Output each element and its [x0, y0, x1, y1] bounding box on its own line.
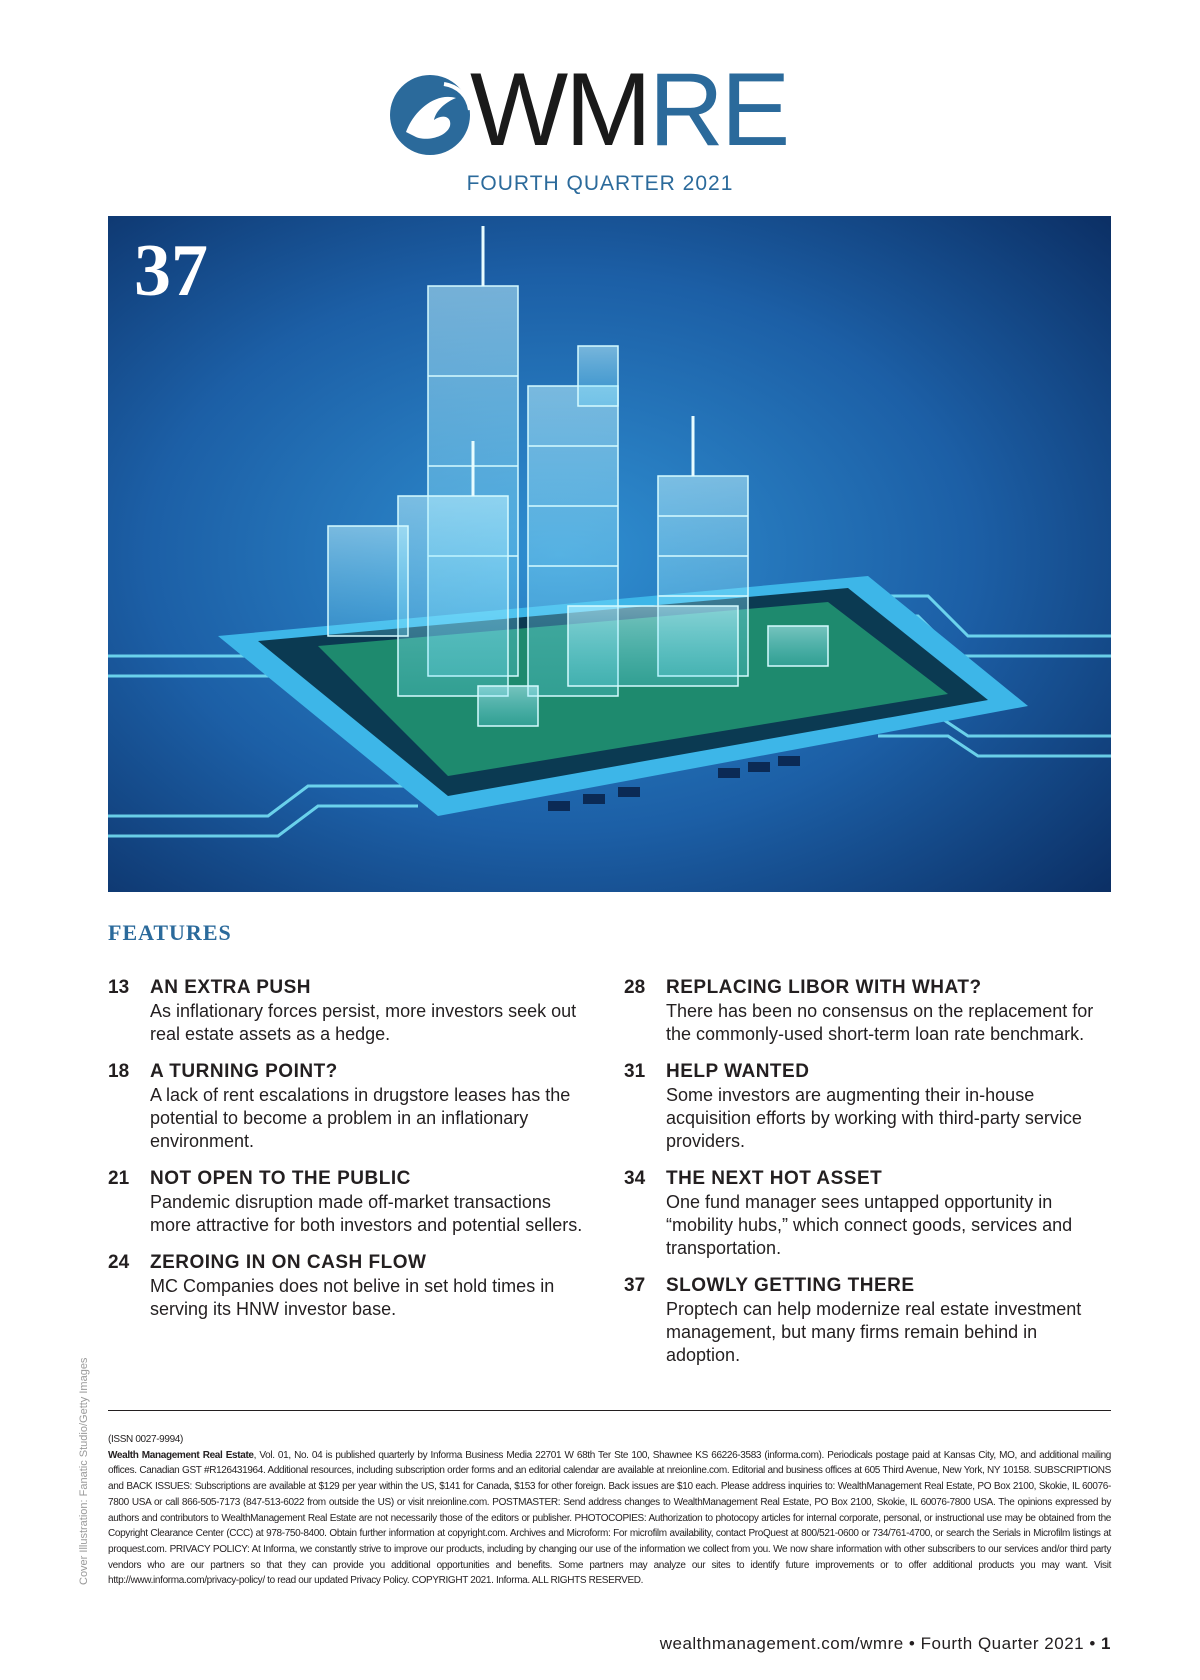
feature-page-number: 28: [624, 977, 646, 998]
feature-title[interactable]: ZEROING IN ON CASH FLOW: [150, 1252, 427, 1273]
feature-description: One fund manager sees untapped opportunity in “mobility hubs,” which connect goods, services and transportation.: [666, 1192, 1073, 1258]
feature-description: A lack of rent escalations in drugstore leases has the potential to become a problem in an inflationary environment.: [150, 1085, 571, 1151]
footer-page-number: 1: [1101, 1634, 1111, 1653]
feature-title[interactable]: SLOWLY GETTING THERE: [666, 1275, 915, 1296]
features-heading: FEATURES: [108, 920, 232, 945]
feature-description: Some investors are augmenting their in-house acquisition efforts by working with third-party service providers.: [666, 1085, 1082, 1151]
feature-page-number: 37: [624, 1275, 646, 1296]
cover-illustration: [108, 216, 1111, 892]
feature-page-number: 18: [108, 1061, 130, 1082]
feature-page-number: 24: [108, 1252, 130, 1273]
feature-item[interactable]: [108, 976, 588, 1046]
feature-description: Pandemic disruption made off-market transactions more attractive for both investors and potential sellers.: [150, 1192, 583, 1235]
features-column-left: [108, 976, 588, 1335]
feature-description: Proptech can help modernize real estate investment management, but many firms remain behind in adoption.: [666, 1299, 1082, 1365]
legal-notice: [108, 1432, 1111, 1589]
footer-text: wealthmanagement.com/wmre • Fourth Quarter 2021 •: [659, 1634, 1102, 1653]
feature-page-number: 13: [108, 977, 130, 998]
cover-credit: Cover Illustration: Fanatic Studio/Getty Images: [78, 1357, 90, 1585]
feature-title[interactable]: THE NEXT HOT ASSET: [666, 1168, 883, 1189]
logo-re: RE: [648, 52, 788, 168]
wmre-logo-mark-icon: [384, 70, 480, 160]
feature-item[interactable]: [624, 1167, 1104, 1260]
publication-name: Wealth Management Real Estate: [108, 1449, 254, 1461]
masthead: [0, 52, 1200, 200]
feature-page-number: 34: [624, 1168, 646, 1189]
feature-item[interactable]: [108, 1251, 588, 1321]
page-footer: [660, 1634, 1111, 1654]
feature-description: There has been no consensus on the replacement for the commonly-used short-term loan rate benchmark.: [666, 1001, 1094, 1044]
cover-illustration-graphic: [108, 216, 1111, 892]
feature-item[interactable]: [624, 1274, 1104, 1367]
issue-date: FOURTH QUARTER 2021: [466, 172, 734, 195]
wmre-logo-text: [470, 52, 788, 168]
feature-title[interactable]: A TURNING POINT?: [150, 1061, 338, 1082]
feature-title[interactable]: NOT OPEN TO THE PUBLIC: [150, 1168, 411, 1189]
feature-item[interactable]: [624, 1060, 1104, 1153]
feature-description: As inflationary forces persist, more investors seek out real estate assets as a hedge.: [150, 1001, 577, 1044]
divider: [108, 1410, 1111, 1411]
feature-description: MC Companies does not belive in set hold times in serving its HNW investor base.: [150, 1276, 555, 1319]
legal-body: , Vol. 01, No. 04 is published quarterly by Informa Business Media 22701 W 68th Ter Ste 100, Shawnee KS 66226-3583 (informa.com). Periodicals postage paid at Kansas City, MO, and additional mailing offices. Canadian GST #R126431964. Additional resources, including subscription order forms and an editorial calendar are available at nreionline.com. Editorial and business offices at 605 Third Avenue, New York, NY 10158. SUBSCRIPTIONS and BACK ISSUES: Subscriptions are available at $129 per year within the US, $141 for Canada, $153 for other foreign. Back issues are $10 each. Please address inquiries to: WealthManagement Real Estate, PO Box 2100, Skokie, IL 60076-7800 USA or call 866-505-7173 (847-513-6022 from outside the US) or visit nreionline.com. POSTMASTER: Send address changes to WealthManagement Real Estate, PO Box 2100, Skokie, IL 60076-7800 USA. The opinions expressed by authors and contributors to WealthManagement Real Estate are not necessarily those of the editors or publisher. PHOTOCOPIES: Authorization to photocopy articles for internal corporate, personal, or instructional use may be obtained from the Copyright Clearance Center (CCC) at 978-750-8400. Obtain further information at copyright.com. Archives and Microform: For microfilm availability, contact ProQuest at 800/521-0600 or 734/761-4700, or search the Serials in Microfilm listings at proquest.com. PRIVACY POLICY: At Informa, we constantly strive to improve our products, including by changing our use of the information we collect from you. We now share information with other subscribers to our services and/or third party vendors who are our partners so that they can provide you additional opportunities and benefits. Some partners may analyze our sites to identify future improvements or to offer additional products you may want. Visit http://www.informa.com/privacy-policy/ to read our updated Privacy Policy. COPYRIGHT 2021. Informa. ALL RIGHTS RESERVED.: [108, 1449, 1111, 1587]
feature-item[interactable]: [108, 1167, 588, 1237]
cover-page-number: 37: [134, 230, 208, 312]
issn: (ISSN 0027-9994): [108, 1434, 184, 1445]
logo-wm: WM: [470, 52, 649, 168]
feature-page-number: 21: [108, 1168, 130, 1189]
feature-title[interactable]: REPLACING LIBOR WITH WHAT?: [666, 977, 982, 998]
feature-title[interactable]: AN EXTRA PUSH: [150, 977, 311, 998]
feature-title[interactable]: HELP WANTED: [666, 1061, 810, 1082]
feature-item[interactable]: [624, 976, 1104, 1046]
features-column-right: [624, 976, 1104, 1381]
feature-item[interactable]: [108, 1060, 588, 1153]
feature-page-number: 31: [624, 1061, 646, 1082]
